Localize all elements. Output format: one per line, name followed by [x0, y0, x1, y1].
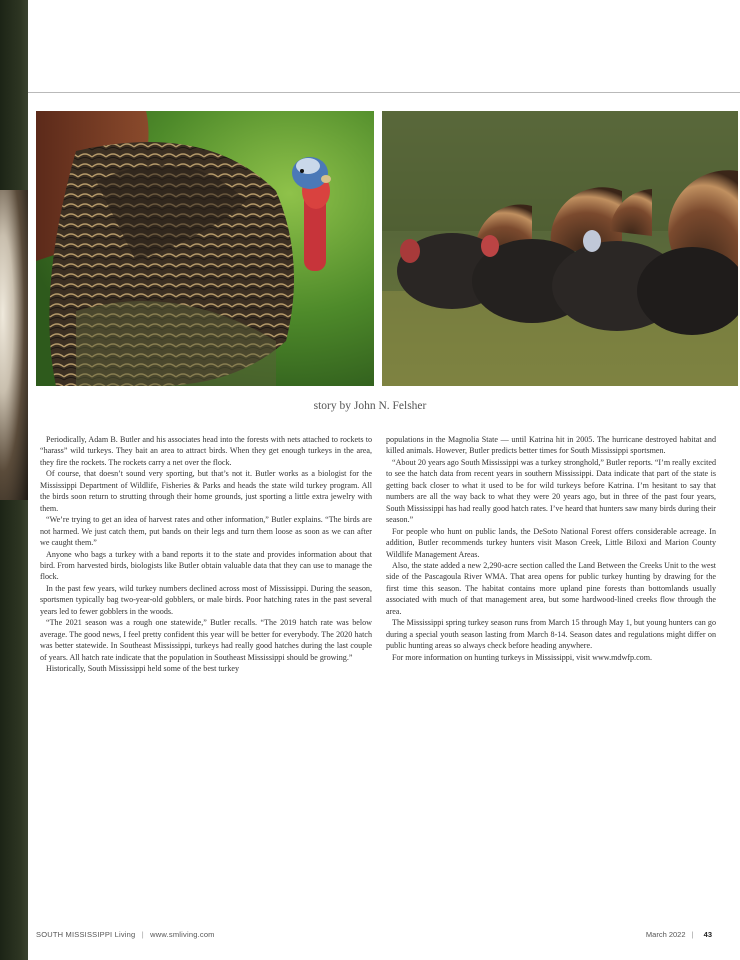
article-paragraph: Of course, that doesn’t sound very sporting, but that’s not it. Butler works as a biologist for the Mississippi Department of Wildlife, Fisheries & Parks and heads the state wild turkey program. All the birds soon return to strutting through their home grounds, just sporting a little extra jewelry with them. [40, 469, 372, 513]
article-paragraph: populations in the Magnolia State — until Katrina hit in 2005. The hurricane destroyed habitat and killed animals. However, Butler predicts better times for South Mississippi sportsmen. [386, 435, 716, 456]
footer-separator: | [141, 930, 144, 939]
article-paragraph: For more information on hunting turkeys in Mississippi, visit www.mdwfp.com. [392, 652, 653, 662]
article-paragraph: “The 2021 season was a rough one statewide,” Butler recalls. “The 2019 hatch rate was below average. The good news, I feel pretty confident this year will be better for everybody. The 2020 hatch was better statewide. In Southeast Mississippi, turkeys had really good hatches during the last couple of years. All hatch rate indicate that the population in Southeast Mississippi should be growing.” [40, 618, 372, 662]
article-paragraph: For people who hunt on public lands, the DeSoto National Forest offers considerable acreage. In addition, Butler recommends turkey hunters visit Mason Creek, Little Biloxi and Marion County Wildlife Management Areas. [386, 526, 716, 559]
footer-issue-info [646, 930, 712, 939]
article-paragraph: Historically, South Mississippi held some of the best turkey [46, 664, 240, 674]
article-column-left [40, 434, 372, 675]
publication-name: SOUTH MISSISSIPPI Living [36, 930, 136, 939]
article-byline: story by John N. Felsher [313, 400, 427, 412]
article-paragraph: Anyone who bags a turkey with a band reports it to the state and provides information about that bird. From harvested birds, biologists like Butler obtain valuable data that they can use to manage the flock. [40, 549, 372, 582]
page-footer [36, 930, 712, 944]
article-paragraph: The Mississippi spring turkey season runs from March 15 through May 1, but young hunters can go during a special youth season lasting from March 8-14. Season dates and regulations might differ on public hunting areas so always check before heading anywhere. [386, 618, 716, 651]
footer-publication-info [36, 930, 215, 939]
spread-edge-photo [0, 0, 28, 960]
turkey-feather-image [0, 190, 28, 500]
turkey-closeup-photo [36, 111, 374, 386]
article-paragraph: Also, the state added a new 2,290-acre section called the Land Between the Creeks Unit to the west side of the Pascagoula River WMA. That area opens for public turkey hunting by drawing for the first time this season. The habitat contains more upland pine forests than bottomlands usually associated with much of that management area, but some hardwood-lined creeks flow through the area. [386, 560, 716, 616]
article-paragraph: “We’re trying to get an idea of harvest rates and other information,” Butler explains. “The birds are not harmed. We just catch them, put bands on their legs and turn them loose as soon as we can after we caught them.” [40, 515, 372, 548]
article-column-right [386, 434, 716, 663]
header-rule [28, 92, 740, 93]
issue-date: March 2022 [645, 930, 686, 939]
footer-separator: | [691, 930, 694, 939]
article-paragraph: In the past few years, wild turkey numbers declined across most of Mississippi. During the season, sportsmen typically bag two-year-old gobblers, or male birds. Poor hatching rates in the past several years led to fewer gobblers in the woods. [40, 583, 372, 616]
publication-website[interactable]: www.smliving.com [150, 930, 215, 939]
article-paragraph: “About 20 years ago South Mississippi was a turkey stronghold,” Butler reports. “I’m really excited to see the hatch data from recent years in southern Mississippi. Data indicate that part of the state is getting back closer to what it used to be for wild turkeys before Katrina. I’m hesitant to say that numbers are all the way back to what they were 20 years ago, but in three of the past four years, South Mississippi has had really good hatch rates. I’ve heard that hunters saw many birds during their season.” [386, 457, 716, 525]
turkey-flock-photo [382, 111, 738, 386]
page-number: 43 [703, 930, 712, 939]
article-paragraph: Periodically, Adam B. Butler and his associates head into the forests with nets attached to rockets to “harass” wild turkeys. They bait an area to attract birds. When they get enough turkeys in the area, they fire the rockets. The rockets carry a net over the flock. [40, 435, 372, 467]
